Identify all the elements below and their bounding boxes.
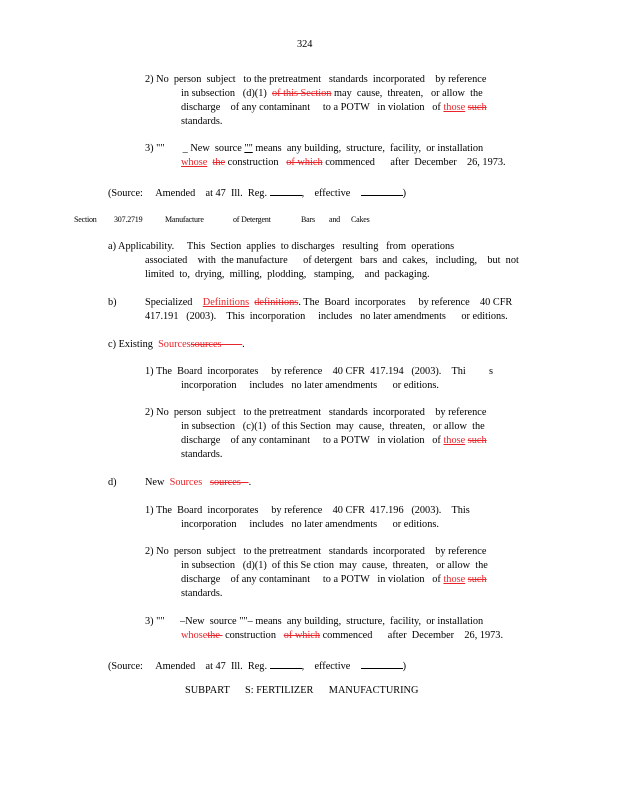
existing-item2-line2: in subsection (c)(1) of this Section may cause, threaten, or allow the (181, 421, 485, 432)
deleted-text: definitions (254, 297, 299, 308)
deleted-text: such (467, 574, 487, 585)
inserted-text: whose (181, 630, 208, 641)
new-item3-line1: 3) "" –New source ""– means any building, structure, facility, or installation (145, 616, 484, 627)
deleted-text: such (467, 102, 487, 113)
existing-item1-line1: 1) The Board incorporates by reference 40 CFR 417.194 (2003). Thi s (145, 366, 493, 377)
d-item3-line2: whose the construction of which commenced after December 26, 1973. (181, 157, 506, 168)
inserted-text: those (443, 435, 466, 446)
deleted-text: the (212, 157, 226, 168)
blank-line (361, 185, 403, 196)
section-title-5: Cakes (351, 215, 370, 224)
new-item2-line1: 2) No person subject to the pretreatment standards incorporated by reference (145, 546, 487, 557)
d-item2-line1: 2) No person subject to the pretreatment standards incorporated by reference (145, 74, 487, 85)
applicability-line3: limited to, drying, milling, plodding, stamping, and packaging. (145, 269, 430, 280)
deleted-text: such (467, 435, 487, 446)
section-title-3: Bars (301, 215, 315, 224)
section-title-2: of Detergent (233, 215, 271, 224)
new-item1-line1: 1) The Board incorporates by reference 40 CFR 417.196 (2003). This (145, 505, 470, 516)
section-title-4: and (329, 215, 340, 224)
new-item2-line2: in subsection (d)(1) of this Se ction may cause, threaten, or allow the (181, 560, 488, 571)
new-item1-line2: incorporation includes no later amendments or editions. (181, 519, 439, 530)
definitions-line2: 417.191 (2003). This incorporation includes no later amendments or editions. (145, 311, 508, 322)
source-note: (Source: Amended at 47 Ill. Reg. , effective ) (108, 185, 406, 200)
d-item3-line1: 3) "" _ New source "" means any building, structure, facility, or installation (145, 143, 484, 154)
blank-line (270, 185, 302, 196)
deleted-text: of which (286, 157, 323, 168)
inserted-text: Sources (169, 477, 203, 488)
inserted-text: Sources (158, 339, 191, 350)
blank-line (361, 658, 403, 669)
deleted-text: of which (283, 630, 321, 641)
existing-heading: c) Existing Sourcessources . (108, 339, 245, 350)
new-item3-line2: whosethe construction of which commenced after December 26, 1973. (181, 630, 504, 641)
inserted-text: Definitions (202, 297, 250, 308)
blank-line (270, 658, 302, 669)
subpart-heading: SUBPART S: FERTILIZER MANUFACTURING (185, 685, 419, 696)
source-note-2: (Source: Amended at 47 Ill. Reg. , effective ) (108, 658, 406, 673)
section-number: 307.2719 (114, 215, 143, 224)
existing-item2-line3: discharge of any contaminant to a POTW in violation of those such (181, 435, 487, 446)
inserted-text: whose (181, 157, 208, 168)
d-item2-line2: in subsection (d)(1) of this Section may cause, threaten, or allow the (181, 88, 483, 99)
new-item2-line4: standards. (181, 588, 223, 599)
new-sources-label: d) (108, 477, 117, 488)
deleted-text: the (207, 630, 220, 641)
d-item2-line3: discharge of any contaminant to a POTW in violation of those such (181, 102, 487, 113)
deleted-text: sources (209, 477, 241, 488)
existing-item1-line2: incorporation includes no later amendments or editions. (181, 380, 439, 391)
definitions-label: b) (108, 297, 117, 308)
section-label: Section (74, 215, 97, 224)
inserted-text: those (443, 102, 466, 113)
section-title-1: Manufacture (165, 215, 204, 224)
new-sources-heading: New Sources sources . (145, 477, 252, 488)
applicability-line2: associated with the manufacture of detergent bars and cakes, including, but not (145, 255, 519, 266)
deleted-text: of this Section (271, 88, 332, 99)
page-number: 324 (297, 39, 313, 50)
inserted-text: those (443, 574, 466, 585)
deleted-text: sources (190, 339, 222, 350)
definitions-line1: Specialized Definitions definitions. The Board incorporates by reference 40 CFR (145, 297, 513, 308)
new-item2-line3: discharge of any contaminant to a POTW in violation of those such (181, 574, 487, 585)
existing-item2-line1: 2) No person subject to the pretreatment standards incorporated by reference (145, 407, 487, 418)
applicability-line1: a) Applicability. This Section applies to discharges resulting from operations (108, 241, 455, 252)
d-item2-line4: standards. (181, 116, 223, 127)
existing-item2-line4: standards. (181, 449, 223, 460)
